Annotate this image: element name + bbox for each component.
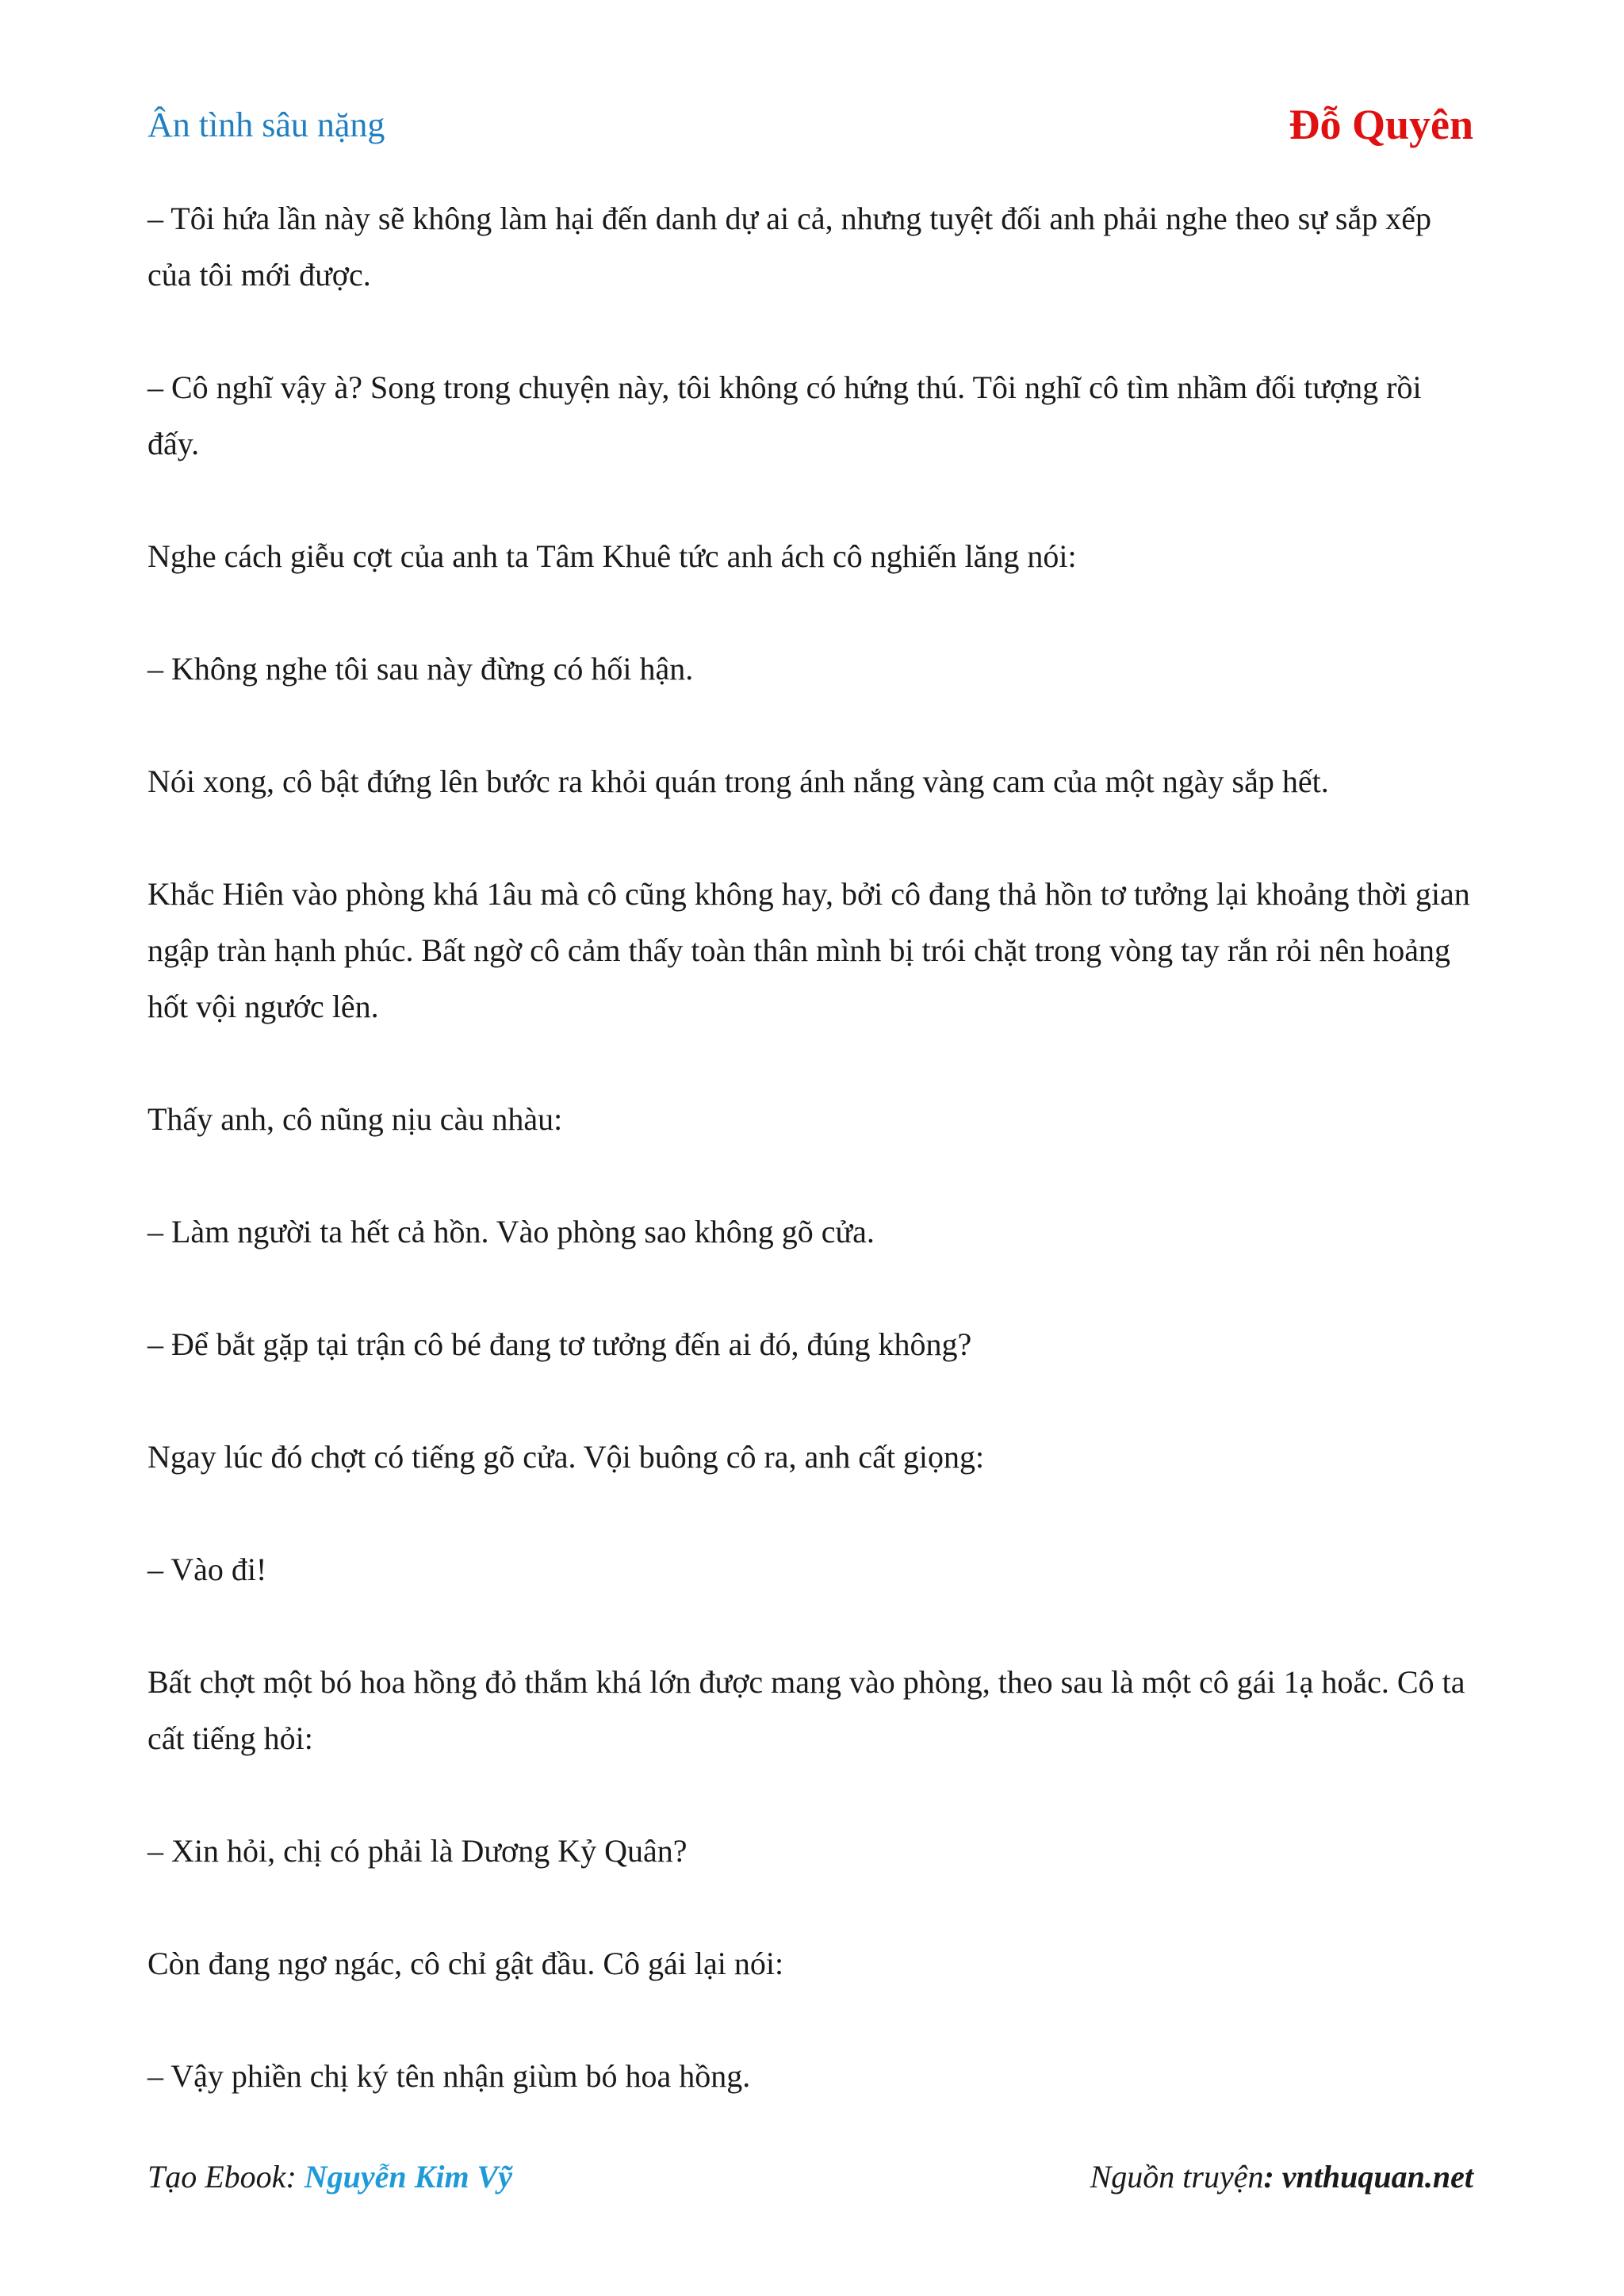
paragraph: – Cô nghĩ vậy à? Song trong chuyện này, tôi không có hứng thú. Tôi nghĩ cô tìm nhầm đối tượng rồi đấy. (147, 369, 1422, 461)
paragraph: – Làm người ta hết cả hồn. Vào phòng sao không gõ cửa. (147, 1214, 875, 1249)
paragraph: – Xin hỏi, chị có phải là Dương Kỷ Quân? (147, 1833, 688, 1869)
paragraph: Khắc Hiên vào phòng khá 1âu mà cô cũng không hay, bởi cô đang thả hồn tơ tưởng lại khoảng thời gian ngập tràn hạnh phúc. Bất ngờ cô cảm thấy toàn thân mình bị trói chặt trong vòng tay rắn rỏi nên hoảng hốt vội ngước lên. (147, 876, 1470, 1024)
ebook-label: Tạo Ebook (147, 2159, 286, 2195)
paragraph: Nói xong, cô bật đứng lên bước ra khỏi quán trong ánh nắng vàng cam của một ngày sắp hết. (147, 763, 1329, 799)
paragraph: Thấy anh, cô nũng nịu càu nhàu: (147, 1101, 563, 1137)
ebook-credit (147, 2158, 512, 2195)
page-footer (147, 2158, 1473, 2206)
source-label: Nguồn truyện (1090, 2159, 1264, 2195)
paragraph: – Để bắt gặp tại trận cô bé đang tơ tưởng đến ai đó, đúng không? (147, 1326, 972, 1362)
paragraph: Bất chợt một bó hoa hồng đỏ thắm khá lớn được mang vào phòng, theo sau là một cô gái 1ạ hoắc. Cô ta cất tiếng hỏi: (147, 1664, 1465, 1756)
source-site: vnthuquan.net (1281, 2159, 1473, 2195)
book-title: Ân tình sâu nặng (147, 105, 385, 144)
ebook-separator: : (285, 2159, 304, 2195)
paragraph: – Tôi hứa lần này sẽ không làm hại đến danh dự ai cả, nhưng tuyệt đối anh phải nghe theo sự sắp xếp của tôi mới được. (147, 201, 1431, 293)
paragraph: – Vậy phiền chị ký tên nhận giùm bó hoa hồng. (147, 2058, 751, 2094)
source-credit (1090, 2158, 1473, 2195)
paragraph: Nghe cách giễu cợt của anh ta Tâm Khuê tức anh ách cô nghiến lăng nói: (147, 538, 1077, 574)
paragraph: Còn đang ngơ ngác, cô chỉ gật đầu. Cô gái lại nói: (147, 1946, 784, 1981)
paragraph: – Vào đi! (147, 1552, 267, 1587)
paragraph: Ngay lúc đó chợt có tiếng gõ cửa. Vội buông cô ra, anh cất giọng: (147, 1439, 985, 1475)
story-body (147, 190, 1473, 2160)
author-name: Đỗ Quyên (1289, 101, 1473, 148)
ebook-creator: Nguyễn Kim Vỹ (304, 2159, 512, 2195)
source-separator: : (1263, 2159, 1282, 2195)
page-header (147, 95, 1473, 159)
paragraph: – Không nghe tôi sau này đừng có hối hận. (147, 651, 694, 687)
